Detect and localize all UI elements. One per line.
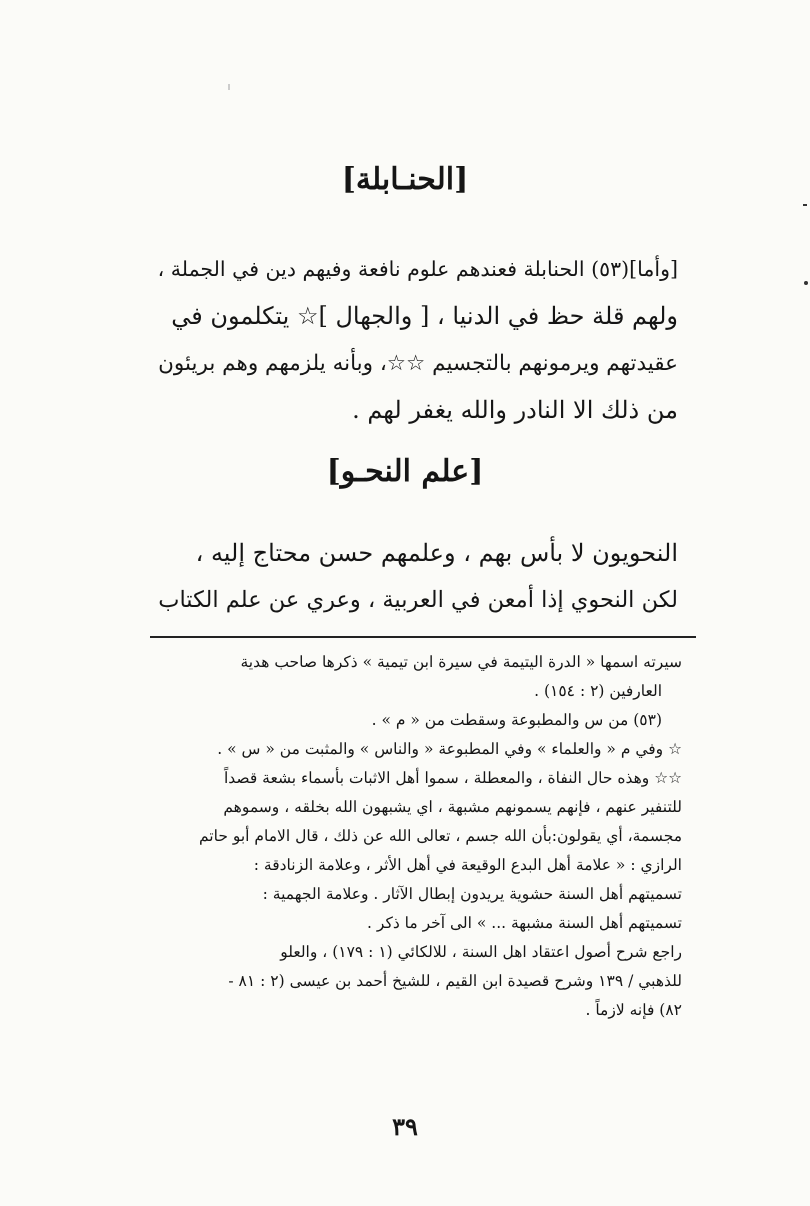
page-number: ٣٩ (392, 1112, 418, 1141)
paragraph-hanabila (150, 246, 678, 434)
footnote-line: (٥٣) من س والمطبوعة وسقطت من « م » . (371, 711, 662, 729)
text-line: عقيدتهم ويرمونهم بالتجسيم ☆☆، وبأنه يلزمهم وهم بريئون (158, 351, 678, 376)
footnote-line: سيرته اسمها « الدرة اليتيمة في سيرة ابن تيمية » ذكرها صاحب هدية (240, 653, 682, 671)
footnote-line: تسميتهم أهل السنة حشوية يريدون إبطال الآثار . وعلامة الجهمية : (262, 885, 682, 903)
footnote-line: الرازي : « علامة أهل البدع الوقيعة في أهل الأثر ، وعلامة الزنادقة : (253, 856, 682, 874)
paragraph-nahw (150, 530, 678, 624)
footnote-line: ٨٢) فإنه لازماً . (585, 1001, 682, 1019)
text-line: النحويون لا بأس بهم ، وعلمهم حسن محتاج إليه ، (195, 539, 678, 567)
margin-mark (804, 281, 808, 285)
footnote-divider (150, 636, 696, 638)
footnotes (150, 648, 682, 1025)
footnote-line: العارفين (٢ : ١٥٤) . (534, 682, 662, 700)
margin-mark (803, 204, 807, 206)
section-heading-nahw: [علم النحـو] (326, 454, 484, 489)
footnote-line: مجسمة، أي يقولون:بأن الله جسم ، تعالى الله عن ذلك ، قال الامام أبو حاتم (198, 827, 682, 845)
footnote-line: للتنفير عنهم ، فإنهم يسمونهم مشبهة ، اي يشبهون الله بخلقه ، وسموهم (223, 798, 682, 816)
footnote-line: للذهبي / ١٣٩ وشرح قصيدة ابن القيم ، للشيخ أحمد بن عيسى (٢ : ٨١ - (228, 972, 682, 990)
text-line: لكن النحوي إذا أمعن في العربية ، وعري عن علم الكتاب (158, 587, 678, 613)
text-line: من ذلك الا النادر والله يغفر لهم . (352, 396, 678, 424)
footnote-line: تسميتهم أهل السنة مشبهة ... » الى آخر ما ذكر . (367, 914, 682, 932)
footnote-line: راجع شرح أصول اعتقاد اهل السنة ، للالكائي (١ : ١٧٩) ، والعلو (280, 943, 682, 961)
text-line: ولهم قلة حظ في الدنيا ، [ والجهال ]☆ يتكلمون في (171, 302, 678, 330)
text-line: [وأما](٥٣) الحنابلة فعندهم علوم نافعة وفيهم دين في الجملة ، (157, 257, 678, 281)
footnote-line: ☆☆ وهذه حال النفاة ، والمعطلة ، سموا أهل الاثبات بأسماء بشعة قصداً (223, 769, 682, 787)
footnote-line: ☆ وفي م « والعلماء » وفي المطبوعة « والناس » والمثبت من « س » . (217, 740, 682, 758)
section-heading-hanabila: [الحنـابلة] (341, 162, 469, 197)
scan-speck (228, 84, 230, 90)
